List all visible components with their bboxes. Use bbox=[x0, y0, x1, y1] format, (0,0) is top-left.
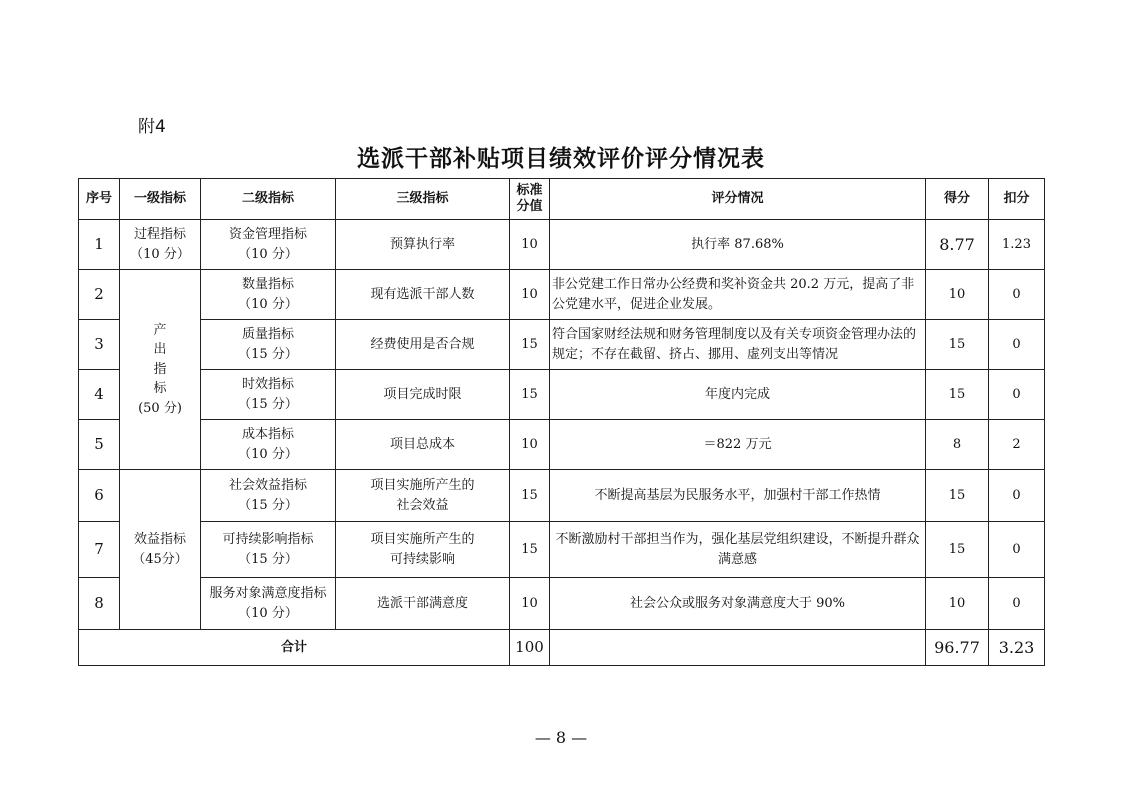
table-row bbox=[79, 420, 1045, 470]
deduction-cell: 0 bbox=[989, 522, 1045, 578]
level1-output bbox=[120, 270, 201, 470]
level3-cell: 经费使用是否合规 bbox=[336, 320, 510, 370]
evaluation-cell: 非公党建工作日常办公经费和奖补资金共 20.2 万元，提高了非公党建水平，促进企业发展。 bbox=[550, 270, 926, 320]
evaluation-cell: 社会公众或服务对象满意度大于 90% bbox=[550, 578, 926, 630]
level1-output-char: 产 bbox=[153, 322, 167, 338]
score-cell: 15 bbox=[926, 522, 989, 578]
evaluation-cell: 年度内完成 bbox=[550, 370, 926, 420]
header-evaluation: 评分情况 bbox=[550, 179, 926, 220]
row-no: 1 bbox=[79, 220, 120, 270]
total-deduction: 3.23 bbox=[989, 630, 1045, 666]
level3-cell: 项目总成本 bbox=[336, 420, 510, 470]
table-row bbox=[79, 470, 1045, 522]
level2-name: 服务对象满意度指标 bbox=[209, 586, 327, 601]
level2-points: （15 分） bbox=[238, 396, 298, 412]
standard-cell: 15 bbox=[510, 320, 550, 370]
level1-name: 效益指标 bbox=[133, 532, 186, 547]
score-cell: 8.77 bbox=[926, 220, 989, 270]
evaluation-cell: 不断提高基层为民服务水平，加强村干部工作热情 bbox=[550, 470, 926, 522]
level2-cell bbox=[201, 578, 336, 630]
level2-name: 成本指标 bbox=[241, 427, 294, 442]
deduction-cell: 1.23 bbox=[989, 220, 1045, 270]
level2-points: （15 分） bbox=[238, 551, 298, 567]
header-score: 得分 bbox=[926, 179, 989, 220]
level2-cell bbox=[201, 420, 336, 470]
header-level2: 二级指标 bbox=[201, 179, 336, 220]
standard-cell: 10 bbox=[510, 420, 550, 470]
level1-name: 过程指标 bbox=[133, 227, 186, 242]
level2-cell bbox=[201, 220, 336, 270]
standard-cell: 10 bbox=[510, 270, 550, 320]
level2-name: 资金管理指标 bbox=[228, 227, 307, 242]
table-row bbox=[79, 522, 1045, 578]
level1-benefit bbox=[120, 470, 201, 630]
level2-name: 时效指标 bbox=[241, 377, 294, 392]
level3-cell bbox=[336, 522, 510, 578]
table-row bbox=[79, 220, 1045, 270]
level1-output-char: 出 bbox=[153, 342, 167, 358]
level2-cell bbox=[201, 522, 336, 578]
header-no: 序号 bbox=[79, 179, 120, 220]
standard-cell: 15 bbox=[510, 470, 550, 522]
total-label: 合计 bbox=[79, 630, 510, 666]
evaluation-cell: 符合国家财经法规和财务管理制度以及有关专项资金管理办法的规定；不存在截留、挤占、挪用、虚列支出等情况 bbox=[550, 320, 926, 370]
deduction-cell: 0 bbox=[989, 578, 1045, 630]
table-row bbox=[79, 578, 1045, 630]
level2-points: （10 分） bbox=[238, 296, 298, 312]
table-row bbox=[79, 270, 1045, 320]
total-row bbox=[79, 630, 1045, 666]
row-no: 6 bbox=[79, 470, 120, 522]
page-number: — 8 — bbox=[534, 728, 588, 747]
table-row bbox=[79, 370, 1045, 420]
table-header-row bbox=[79, 179, 1045, 220]
deduction-cell: 0 bbox=[989, 270, 1045, 320]
header-level3: 三级指标 bbox=[336, 179, 510, 220]
level1-output-char: 标 bbox=[153, 381, 167, 397]
header-level1: 一级指标 bbox=[120, 179, 201, 220]
total-score: 96.77 bbox=[926, 630, 989, 666]
level2-points: （10 分） bbox=[238, 246, 298, 262]
row-no: 7 bbox=[79, 522, 120, 578]
level2-name: 社会效益指标 bbox=[228, 478, 307, 493]
header-deduction: 扣分 bbox=[989, 179, 1045, 220]
evaluation-cell: 执行率 87.68% bbox=[550, 220, 926, 270]
standard-cell: 10 bbox=[510, 578, 550, 630]
level3-cell: 项目完成时限 bbox=[336, 370, 510, 420]
level2-points: （15 分） bbox=[238, 346, 298, 362]
level2-name: 质量指标 bbox=[241, 327, 294, 342]
table-row bbox=[79, 320, 1045, 370]
standard-cell: 15 bbox=[510, 522, 550, 578]
level3-line2: 社会效益 bbox=[396, 497, 449, 513]
standard-cell: 15 bbox=[510, 370, 550, 420]
header-standard-line1: 标准 bbox=[516, 182, 543, 198]
score-cell: 15 bbox=[926, 320, 989, 370]
level2-name: 可持续影响指标 bbox=[222, 532, 314, 547]
level2-cell bbox=[201, 270, 336, 320]
row-no: 4 bbox=[79, 370, 120, 420]
level3-line2: 可持续影响 bbox=[389, 551, 455, 567]
annex-label: 附4 bbox=[138, 117, 166, 137]
evaluation-cell: 不断激励村干部担当作为，强化基层党组织建设，不断提升群众满意感 bbox=[550, 522, 926, 578]
score-cell: 10 bbox=[926, 578, 989, 630]
level2-points: （15 分） bbox=[238, 497, 298, 513]
level3-cell: 现有选派干部人数 bbox=[336, 270, 510, 320]
level1-process bbox=[120, 220, 201, 270]
row-no: 5 bbox=[79, 420, 120, 470]
level2-points: （10 分） bbox=[238, 446, 298, 462]
score-cell: 10 bbox=[926, 270, 989, 320]
deduction-cell: 0 bbox=[989, 470, 1045, 522]
level2-points: （10 分） bbox=[238, 605, 298, 621]
level3-line1: 项目实施所产生的 bbox=[370, 532, 475, 547]
level3-cell: 选派干部满意度 bbox=[336, 578, 510, 630]
level2-cell bbox=[201, 370, 336, 420]
level3-line1: 项目实施所产生的 bbox=[370, 478, 475, 493]
evaluation-cell: ＝822 万元 bbox=[550, 420, 926, 470]
total-evaluation bbox=[550, 630, 926, 666]
level2-cell bbox=[201, 470, 336, 522]
standard-cell: 10 bbox=[510, 220, 550, 270]
level2-cell bbox=[201, 320, 336, 370]
header-standard bbox=[510, 179, 550, 220]
total-standard: 100 bbox=[510, 630, 550, 666]
deduction-cell: 0 bbox=[989, 370, 1045, 420]
page-title: 选派干部补贴项目绩效评价评分情况表 bbox=[357, 145, 765, 172]
evaluation-table bbox=[78, 178, 1045, 666]
row-no: 2 bbox=[79, 270, 120, 320]
score-cell: 15 bbox=[926, 370, 989, 420]
row-no: 8 bbox=[79, 578, 120, 630]
level1-points: （10 分） bbox=[130, 246, 190, 262]
level1-output-char: 指 bbox=[153, 361, 167, 377]
level3-cell: 预算执行率 bbox=[336, 220, 510, 270]
level3-cell bbox=[336, 470, 510, 522]
score-cell: 8 bbox=[926, 420, 989, 470]
header-standard-line2: 分值 bbox=[516, 199, 543, 214]
level2-name: 数量指标 bbox=[241, 277, 294, 292]
row-no: 3 bbox=[79, 320, 120, 370]
level1-points: (50 分) bbox=[138, 400, 182, 416]
deduction-cell: 2 bbox=[989, 420, 1045, 470]
deduction-cell: 0 bbox=[989, 320, 1045, 370]
score-cell: 15 bbox=[926, 470, 989, 522]
level1-points: （45分） bbox=[132, 551, 188, 567]
